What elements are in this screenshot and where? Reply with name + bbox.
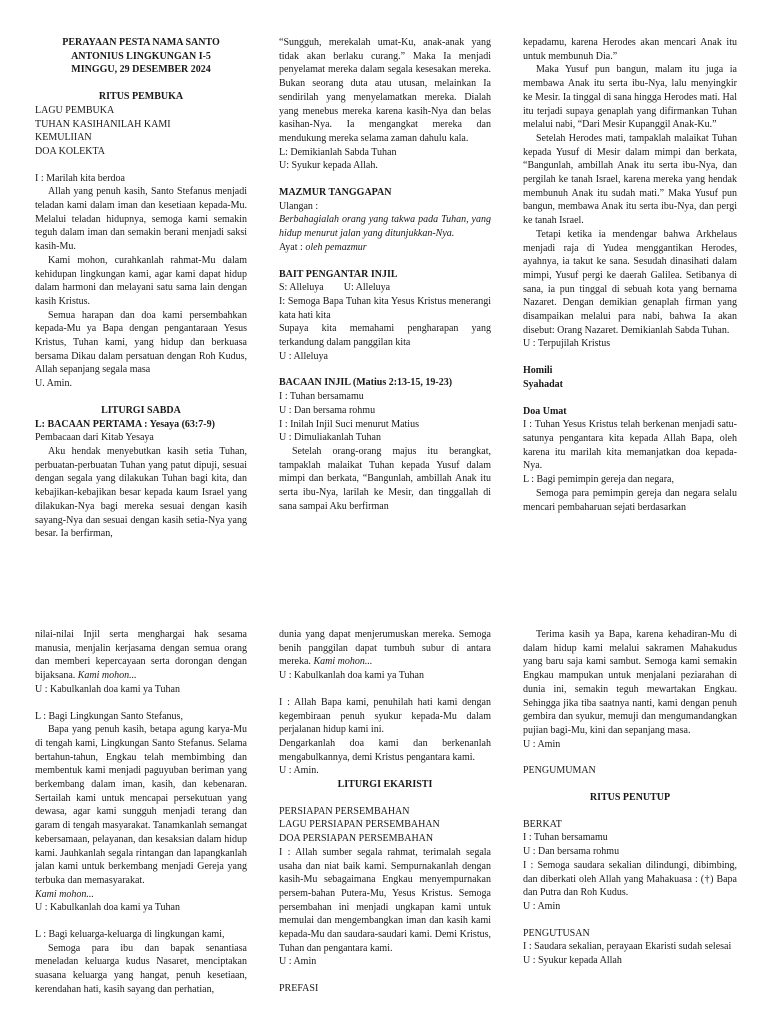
section-heading-liturgi-sabda: LITURGI SABDA — [101, 404, 181, 416]
intention-leaders-text: Semoga para pemimpin gereja dan negara selalu mencari pembaharuan sejati berdasarkan — [523, 487, 737, 513]
first-reading-text: Aku hendak menyebutkan kasih setia Tuhan, perbuatan-perbuatan Tuhan yang patut dipuji, sesuai dengan segala yang dilakukan Tuhan bagi kita, dan kebajikan-kebajikan besar kepada kaum Israel yang dilakukan-Nya bagi mereka sesuai dengan kasih sayang-Nya dan sesuai dengan kasih setia-Nya yang besar. Ia berfirman, — [35, 445, 247, 540]
offertory-response: U : Amin — [279, 956, 317, 968]
blessing-response: U : Amin — [523, 900, 561, 912]
gospel-continued: kepadamu, karena Herodes akan mencari Anak itu untuk membunuh Dia.” — [523, 37, 737, 62]
intention-leaders-continued: nilai-nilai Injil serta menghargai hak sesama manusia, menjalin kerjasama dengan semua orang dan memberi kepercayaan serta dorongan dengan bijaksana. Kami mohon... — [35, 629, 247, 682]
alleluya-line: S: Alleluya U: Alleluya — [279, 282, 391, 294]
intention-families-text: Semoga para ibu dan bapak senantiasa meneladan keluarga kudus Nasaret, menciptakan suasana keluarga yang hangat, penuh kesetiaan, kerendahan hati, kasih sayang dan perhatian, — [35, 942, 247, 995]
prayer-invitation: I : Marilah kita berdoa — [35, 172, 125, 184]
gospel-acclamation-heading: BAIT PENGANTAR INJIL — [279, 268, 398, 280]
post-communion-response: U : Amin — [523, 738, 561, 750]
reading-closing: L: Demikianlah Sabda Tuhan — [279, 146, 397, 158]
gospel-response: U : Terpujilah Kristus — [523, 338, 611, 350]
kami-mohon-2: Kami mohon... — [35, 888, 94, 900]
collect-paragraph-2: Kami mohon, curahkanlah rahmat-Mu dalam kehidupan lingkungan kami, agar kami dapat hidup dalam harmoni dan melayani satu sama lain dengan kasih Kristus. — [35, 254, 247, 307]
page1-column-3 — [523, 36, 737, 560]
program-title: PERAYAAN PESTA NAMA SANTO ANTONIUS LINGKUNGAN I-5 MINGGU, 29 DESEMBER 2024 — [62, 37, 220, 76]
gospel-acclamation-text: I: Semoga Bapa Tuhan kita Yesus Kristus menerangi kata hati kita — [279, 295, 491, 321]
intention-response-1: U : Kabulkanlah doa kami ya Tuhan — [35, 683, 180, 695]
gospel-paragraph-4: Tetapi ketika ia mendengar bahwa Arkhelaus menjadi raja di Yudea menggantikan Herodes, ayahnya, ia takut ke sana. Sesudah dinasihati dalam mimpi, Yusuf pergi ke daerah Galilea. Setibanya di sana, ia pun tinggal di sebuah kota yang bernama Nazaret. Dengan demikian genaplah firman yang disampaikan melalui para nabi, bahwa Ia akan disebut: Orang Nazaret. Demikianlah Sabda Tuhan. — [523, 228, 737, 336]
gospel-text: Setelah orang-orang majus itu berangkat, tampaklah malaikat Tuhan kepada Yusuf dalam mimpi dan berkata, “Bangunlah, ambillah Anak itu serta ibu-Nya, larilah ke Mesir, dan tinggallah di sana sampai Aku berfirman — [279, 445, 491, 512]
section-heading-ritus-pembuka: RITUS PEMBUKA — [98, 91, 184, 103]
gospel-paragraph-2: Maka Yusuf pun bangun, malam itu juga ia membawa Anak itu serta ibu-Nya, lalu menyingkir ke Mesir. Ia tinggal di sana hingga Herodes mati. Hal itu terjadi supaya genaplah yang difirmankan Tuhan melalui nabi, “Dari Mesir Kupanggil Anak-Ku.” — [523, 64, 737, 131]
response-amin: U. Amin. — [35, 378, 72, 390]
collect-paragraph-1: Allah yang penuh kasih, Santo Stefanus menjadi teladan kami dalam iman dan kesetiaan kepada-Mu. Melalui teladan hidupnya, semoga kami semakin teguh dalam iman dan semakin berani menjadi saksi kasih-Mu. — [35, 186, 247, 253]
first-reading-source: Pembacaan dari Kitab Yesaya — [35, 432, 154, 444]
intention-community-text: Bapa yang penuh kasih, betapa agung karya-Mu di tengah kami, Lingkungan Santo Stefanus. Selama bertahun-tahun, Engkau telah membimbing dan membentuk kami menjadi paguyuban beriman yang berkembang dalam iman, kasih, dan kebenaran. Sertailah kami untuk mencapai persekutuan yang dewasa, agar kami sungguh menjadi terang dan garam di tengah masyarakat. Tanamkanlah semangat kebersamaan, pelayanan, dan kesaksian dalam hidup kami. Jauhkanlah segala rintangan dan lapangkanlah jalan kami untuk berkembang menjadi Gereja yang terbuka dan memasyarakat. — [35, 724, 247, 886]
intention-leaders-heading: L : Bagi pemimpin gereja dan negara, — [523, 474, 674, 486]
intention-families-heading: L : Bagi keluarga-keluarga di lingkungan kami, — [35, 929, 225, 941]
dismissal-response: U : Syukur kepada Allah — [523, 955, 622, 967]
berkat-heading: BERKAT — [523, 818, 562, 830]
blessing-dialogue: I : Tuhan bersamamu U : Dan bersama rohmu — [523, 832, 620, 858]
section-heading-ritus-penutup: RITUS PENUTUP — [589, 792, 671, 804]
intention-response-3: U : Kabulkanlah doa kami ya Tuhan — [279, 670, 424, 682]
gospel-dialogue: I : Tuhan bersamamu U : Dan bersama rohmu I : Inilah Injil Suci menurut Matius U : Dimuliakanlah Tuhan — [279, 391, 419, 444]
homili-heading: Homili — [523, 365, 553, 377]
first-reading-continued: “Sungguh, merekalah umat-Ku, anak-anak yang tidak akan berlaku curang.” Maka Ia menjadi penyelamat mereka dalam segala kesesakan mereka. Bukan seorang duta atau utusan, melainkan Ia sendirilah yang menyelamatkan mereka. Dialah yang menebus mereka karena kasih-Nya dan belas kasihan-Nya. Ia mengangkat mereka dan mendukung mereka selama zaman dahulu kala. — [279, 37, 491, 144]
booklet-page-2 — [0, 622, 768, 1024]
doa-umat-intro: I : Tuhan Yesus Kristus telah berkenan menjadi satu-satunya pengantara kita kepada Allah Bapa, oleh karena itu marilah kita memanjatkan doa kepada-Nya. — [523, 419, 737, 472]
offertory-items-list: PERSIAPAN PERSEMBAHAN LAGU PERSIAPAN PERSEMBAHAN DOA PERSIAPAN PERSEMBAHAN — [279, 805, 440, 845]
section-heading-liturgi-ekaristi: LITURGI EKARISTI — [337, 779, 433, 791]
intention-families-continued: dunia yang dapat menjerumuskan mereka. Semoga benih panggilan dapat tumbuh subur di antara mereka. Kami mohon... — [279, 629, 491, 668]
page1-column-2 — [279, 36, 491, 560]
intention-response-2: U : Kabulkanlah doa kami ya Tuhan — [35, 902, 180, 914]
psalm-verse: Ayat : oleh pemazmur — [279, 241, 367, 253]
doa-umat-heading: Doa Umat — [523, 405, 567, 417]
closing-prayer: I : Allah Bapa kami, penuhilah hati kami dengan kegembiraan penuh syukur kepada-Mu dalam perjalanan hidup kami ini. — [279, 696, 491, 736]
gospel-heading: BACAAN INJIL (Matius 2:13-15, 19-23) — [279, 377, 453, 389]
gospel-paragraph-3: Setelah Herodes mati, tampaklah malaikat Tuhan kepada Yusuf di Mesir dalam mimpi dan berkata, “Bangunlah, ambillah Anak itu serta ibu-Nya, dan pergilah ke tanah Israel, karena mereka yang hendak membunuh Anak itu sudah mati.” Maka Yusuf pun bangun, membawa Anak itu serta ibu-Nya, dan pergi ke tanah Israel. — [523, 132, 737, 227]
page2-column-3 — [523, 628, 737, 1024]
dismissal-text: I : Saudara sekalian, perayaan Ekaristi sudah selesai — [523, 941, 732, 953]
closing-prayer-response: U : Amin. — [279, 765, 319, 777]
alleluya-response: U : Alleluya — [279, 350, 328, 362]
syahadat-heading: Syahadat — [523, 378, 564, 390]
offertory-prayer: I : Allah sumber segala rahmat, terimalah segala usaha dan niat baik kami. Sempurnakanlah dengan kasih-Mu sebagaimana Engkau menyempurnakan persem-bahan Putera-Mu, Yesus Kristus. Semoga persembahan ini menjadi ungkapan kami untuk memulai dan mengembangkan iman dan kasih kami kepada-Mu dan saudara-saudari kami. Demi Kristus, Tuhan dan pengantara kami. — [279, 846, 491, 954]
page1-column-1 — [35, 36, 247, 560]
intention-community-heading: L : Bagi Lingkungan Santo Stefanus, — [35, 710, 183, 722]
psalm-refrain-label: Ulangan : — [279, 200, 319, 212]
collect-paragraph-3: Semua harapan dan doa kami persembahkan kepada-Mu ya Bapa dengan pengantaraan Yesus Kristus, Tuhan kami, yang hidup dan berkuasa bersama Dikau dalam persatuan dengan Roh Kudus, Allah sepanjang segala masa — [35, 309, 247, 376]
pengutusan-heading: PENGUTUSAN — [523, 927, 590, 939]
psalm-refrain-text: Berbahagialah orang yang takwa pada Tuhan, yang hidup menurut jalan yang ditunjukkan-Nya. — [279, 214, 491, 240]
pengumuman-heading: PENGUMUMAN — [523, 765, 596, 777]
blessing-text: I : Semoga saudara sekalian dilindungi, dibimbing, dan diberkati oleh Allah yang Mahakuasa : (†) Bapa dan Putra dan Roh Kudus. — [523, 859, 737, 899]
gospel-acclamation-text-2: Supaya kita memahami pengharapan yang terkandung dalam panggilan kita — [279, 323, 491, 349]
page2-column-1 — [35, 628, 247, 1024]
reading-response: U: Syukur kepada Allah. — [279, 160, 378, 172]
prefasi-heading: PREFASI — [279, 983, 319, 995]
first-reading-heading: L: BACAAN PERTAMA : Yesaya (63:7-9) — [35, 418, 215, 430]
psalm-heading: MAZMUR TANGGAPAN — [279, 187, 392, 199]
closing-prayer-2: Dengarkanlah doa kami dan berkenanlah mengabulkannya, demi Kristus pengantara kami. — [279, 737, 491, 763]
page2-column-2 — [279, 628, 491, 1024]
post-communion-prayer: Terima kasih ya Bapa, karena kehadiran-Mu di dalam hidup kami melalui sakramen Mahakudus yang baru saja kami sambut. Semoga kami semakin Engkau mampukan untuk menjalani peziarahan di dunia ini, semakin teguh mewartakan Engkau. Sehingga jika tiba saatnya nanti, kami dengan penuh gembira dan syukur, memuji dan mengumandangkan pujian bagi-Mu, kini dan sepanjang masa. — [523, 629, 737, 736]
opening-items-list: LAGU PEMBUKA TUHAN KASIHANILAH KAMI KEMULIIAN DOA KOLEKTA — [35, 104, 171, 157]
